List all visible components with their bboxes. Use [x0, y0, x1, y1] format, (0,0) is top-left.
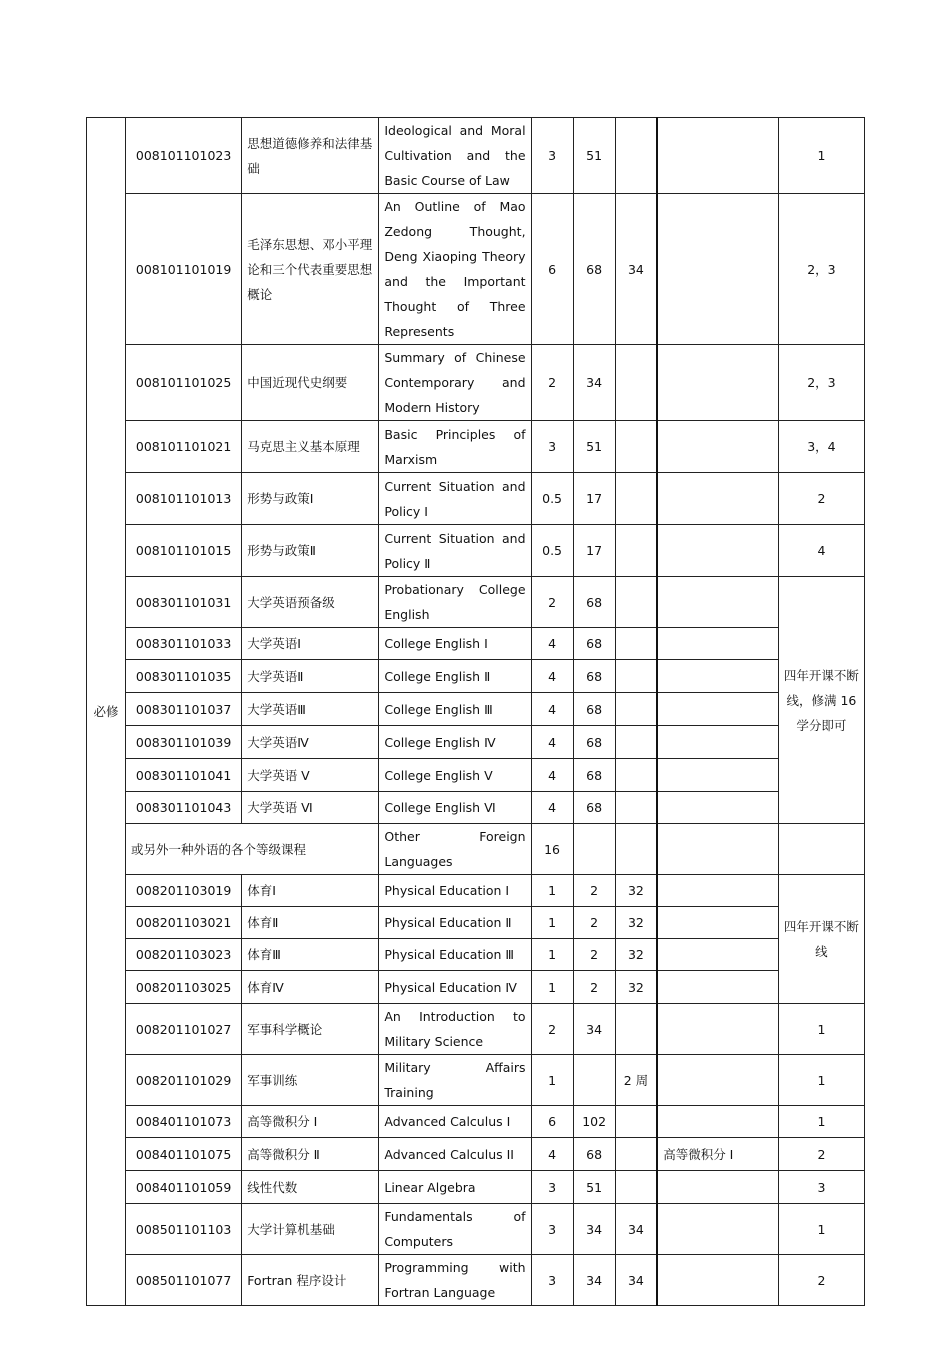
table-row: [87, 577, 865, 628]
course-name-cn: 大学英语Ⅳ: [242, 726, 379, 759]
hours: 2: [573, 907, 615, 939]
hours: [573, 1055, 615, 1106]
extra-hours: [615, 345, 657, 421]
course-name-en: Ideological and Moral Cultivation and the Basic Course of Law: [379, 118, 531, 194]
extra-hours: [615, 759, 657, 792]
extra-hours: [615, 1106, 657, 1138]
hours: 34: [573, 1004, 615, 1055]
table-row: [87, 1204, 865, 1255]
prerequisite: [657, 693, 778, 726]
table-row: [87, 971, 865, 1004]
semester: 2: [778, 1138, 864, 1171]
extra-hours: 34: [615, 1204, 657, 1255]
hours: 17: [573, 525, 615, 577]
credit: 2: [531, 1004, 573, 1055]
course-code: 008201103023: [126, 939, 242, 971]
prerequisite: [657, 118, 778, 194]
extra-hours: [615, 824, 657, 875]
prerequisite: [657, 971, 778, 1004]
credit: 1: [531, 939, 573, 971]
prerequisite: [657, 628, 778, 660]
hours: 68: [573, 726, 615, 759]
course-name-cn: 中国近现代史纲要: [242, 345, 379, 421]
hours: 51: [573, 421, 615, 473]
course-code: 008401101059: [126, 1171, 242, 1204]
prerequisite: [657, 421, 778, 473]
course-code: 008201103021: [126, 907, 242, 939]
course-name-en: Fundamentals of Computers: [379, 1204, 531, 1255]
extra-hours: 32: [615, 907, 657, 939]
semester: 1: [778, 118, 864, 194]
hours: 17: [573, 473, 615, 525]
table-row: [87, 875, 865, 907]
extra-hours: [615, 726, 657, 759]
table-row: [87, 693, 865, 726]
extra-hours: [615, 693, 657, 726]
course-name-cn: 大学英语预备级: [242, 577, 379, 628]
credit: 0.5: [531, 525, 573, 577]
course-name-en: College English Ⅲ: [379, 693, 531, 726]
hours: 51: [573, 1171, 615, 1204]
course-code: 008501101077: [126, 1255, 242, 1306]
course-name-en: Advanced Calculus I: [379, 1106, 531, 1138]
course-name-cn: 或另外一种外语的各个等级课程: [126, 824, 379, 875]
extra-hours: 32: [615, 939, 657, 971]
extra-hours: [615, 525, 657, 577]
credit: 1: [531, 907, 573, 939]
credit: 1: [531, 875, 573, 907]
pe-semester-note: 四年开课不断线: [778, 875, 864, 1004]
semester: 1: [778, 1204, 864, 1255]
hours: 68: [573, 194, 615, 345]
extra-hours: 34: [615, 1255, 657, 1306]
course-code: 008101101025: [126, 345, 242, 421]
prerequisite: [657, 1204, 778, 1255]
credit: 2: [531, 345, 573, 421]
course-name-en: College English Ⅴ: [379, 759, 531, 792]
prerequisite: [657, 194, 778, 345]
course-name-en: College English Ⅱ: [379, 660, 531, 693]
extra-hours: 32: [615, 875, 657, 907]
semester: 3，4: [778, 421, 864, 473]
credit: 1: [531, 1055, 573, 1106]
prerequisite: [657, 726, 778, 759]
prerequisite: [657, 759, 778, 792]
prerequisite: [657, 875, 778, 907]
credit: 3: [531, 1255, 573, 1306]
course-name-cn: 思想道德修养和法律基础: [242, 118, 379, 194]
hours: 68: [573, 792, 615, 824]
hours: 68: [573, 693, 615, 726]
course-code: 008401101075: [126, 1138, 242, 1171]
prerequisite: [657, 939, 778, 971]
extra-hours: 32: [615, 971, 657, 1004]
credit: 4: [531, 628, 573, 660]
prerequisite: [657, 660, 778, 693]
table-row: [87, 118, 865, 194]
course-code: 008401101073: [126, 1106, 242, 1138]
credit: 1: [531, 971, 573, 1004]
prerequisite: [657, 1171, 778, 1204]
table-row: [87, 1106, 865, 1138]
course-name-en: An Outline of Mao Zedong Thought, Deng Xiaoping Theory and the Important Thought of Three Represents: [379, 194, 531, 345]
table-row: [87, 473, 865, 525]
course-table: [86, 117, 865, 1306]
table-row: [87, 1255, 865, 1306]
hours: 34: [573, 1255, 615, 1306]
extra-hours: [615, 628, 657, 660]
course-name-cn: 大学英语 Ⅵ: [242, 792, 379, 824]
credit: 3: [531, 1204, 573, 1255]
hours: 2: [573, 971, 615, 1004]
table-row: [87, 194, 865, 345]
prerequisite: 高等微积分 Ⅰ: [657, 1138, 778, 1171]
course-code: 008201101029: [126, 1055, 242, 1106]
course-name-cn: 大学英语 Ⅴ: [242, 759, 379, 792]
hours: 2: [573, 875, 615, 907]
table-row: [87, 907, 865, 939]
credit: 4: [531, 792, 573, 824]
course-name-cn: 军事科学概论: [242, 1004, 379, 1055]
semester: 4: [778, 525, 864, 577]
course-name-en: Military Affairs Training: [379, 1055, 531, 1106]
credit: 4: [531, 660, 573, 693]
course-name-en: Linear Algebra: [379, 1171, 531, 1204]
credit: 16: [531, 824, 573, 875]
extra-hours: 34: [615, 194, 657, 345]
hours: 51: [573, 118, 615, 194]
course-name-cn: 线性代数: [242, 1171, 379, 1204]
table-row: [87, 1138, 865, 1171]
course-code: 008301101031: [126, 577, 242, 628]
prerequisite: [657, 577, 778, 628]
table-row: [87, 726, 865, 759]
credit: 6: [531, 194, 573, 345]
course-name-cn: 体育Ⅱ: [242, 907, 379, 939]
prerequisite: [657, 1004, 778, 1055]
prerequisite: [657, 1055, 778, 1106]
course-name-en: An Introduction to Military Science: [379, 1004, 531, 1055]
prerequisite: [657, 345, 778, 421]
course-name-cn: 大学计算机基础: [242, 1204, 379, 1255]
table-row: [87, 939, 865, 971]
credit: 2: [531, 577, 573, 628]
extra-hours: [615, 421, 657, 473]
hours: 2: [573, 939, 615, 971]
course-name-en: Current Situation and Policy Ⅱ: [379, 525, 531, 577]
course-code: 008201101027: [126, 1004, 242, 1055]
course-name-en: Advanced Calculus II: [379, 1138, 531, 1171]
hours: [573, 824, 615, 875]
extra-hours: [615, 1171, 657, 1204]
hours: 34: [573, 345, 615, 421]
course-code: 008201103019: [126, 875, 242, 907]
credit: 0.5: [531, 473, 573, 525]
credit: 3: [531, 421, 573, 473]
course-name-cn: 大学英语Ⅱ: [242, 660, 379, 693]
table-row: [87, 1004, 865, 1055]
course-name-cn: 大学英语Ⅲ: [242, 693, 379, 726]
course-name-en: Physical Education Ⅰ: [379, 875, 531, 907]
course-name-en: Programming with Fortran Language: [379, 1255, 531, 1306]
course-name-cn: 毛泽东思想、邓小平理论和三个代表重要思想概论: [242, 194, 379, 345]
course-name-en: Summary of Chinese Contemporary and Modern History: [379, 345, 531, 421]
extra-hours: [615, 118, 657, 194]
credit: 3: [531, 1171, 573, 1204]
table-row: [87, 421, 865, 473]
semester: 1: [778, 1004, 864, 1055]
hours: 102: [573, 1106, 615, 1138]
semester: [778, 824, 864, 875]
hours: 68: [573, 1138, 615, 1171]
table-row: [87, 1055, 865, 1106]
course-name-cn: Fortran 程序设计: [242, 1255, 379, 1306]
course-name-cn: 马克思主义基本原理: [242, 421, 379, 473]
course-name-cn: 形势与政策Ⅰ: [242, 473, 379, 525]
prerequisite: [657, 824, 778, 875]
course-name-en: Current Situation and Policy Ⅰ: [379, 473, 531, 525]
course-name-cn: 形势与政策Ⅱ: [242, 525, 379, 577]
course-code: 008101101015: [126, 525, 242, 577]
credit: 4: [531, 1138, 573, 1171]
table-row: [87, 345, 865, 421]
table-row: [87, 660, 865, 693]
course-name-en: College English Ⅵ: [379, 792, 531, 824]
course-code: 008301101039: [126, 726, 242, 759]
category-cell: 必修: [87, 118, 126, 1306]
extra-hours: [615, 792, 657, 824]
course-name-cn: 体育Ⅳ: [242, 971, 379, 1004]
credit: 3: [531, 118, 573, 194]
extra-hours: [615, 1138, 657, 1171]
hours: 34: [573, 1204, 615, 1255]
course-code: 008301101041: [126, 759, 242, 792]
course-code: 008201103025: [126, 971, 242, 1004]
course-code: 008101101021: [126, 421, 242, 473]
extra-hours: [615, 1004, 657, 1055]
english-semester-note: 四年开课不断线，修满 16 学分即可: [778, 577, 864, 824]
prerequisite: [657, 1255, 778, 1306]
course-code: 008101101019: [126, 194, 242, 345]
course-code: 008101101013: [126, 473, 242, 525]
course-code: 008301101035: [126, 660, 242, 693]
hours: 68: [573, 628, 615, 660]
extra-hours: [615, 473, 657, 525]
extra-hours: 2 周: [615, 1055, 657, 1106]
course-code: 008301101043: [126, 792, 242, 824]
course-name-cn: 军事训练: [242, 1055, 379, 1106]
course-name-cn: 体育Ⅲ: [242, 939, 379, 971]
prerequisite: [657, 792, 778, 824]
credit: 4: [531, 693, 573, 726]
course-name-en: Physical Education Ⅱ: [379, 907, 531, 939]
prerequisite: [657, 473, 778, 525]
hours: 68: [573, 759, 615, 792]
course-name-en: Physical Education Ⅲ: [379, 939, 531, 971]
course-name-en: College English Ⅳ: [379, 726, 531, 759]
semester: 2，3: [778, 194, 864, 345]
course-name-cn: 体育Ⅰ: [242, 875, 379, 907]
semester: 2: [778, 473, 864, 525]
prerequisite: [657, 525, 778, 577]
course-name-cn: 大学英语Ⅰ: [242, 628, 379, 660]
course-name-cn: 高等微积分 Ⅰ: [242, 1106, 379, 1138]
hours: 68: [573, 577, 615, 628]
table-row: [87, 525, 865, 577]
extra-hours: [615, 577, 657, 628]
credit: 6: [531, 1106, 573, 1138]
semester: 2: [778, 1255, 864, 1306]
course-name-en: Physical Education Ⅳ: [379, 971, 531, 1004]
course-code: 008301101037: [126, 693, 242, 726]
table-row: [87, 824, 865, 875]
extra-hours: [615, 660, 657, 693]
semester: 1: [778, 1055, 864, 1106]
course-name-en: College English Ⅰ: [379, 628, 531, 660]
credit: 4: [531, 759, 573, 792]
semester: 2，3: [778, 345, 864, 421]
semester: 1: [778, 1106, 864, 1138]
course-name-cn: 高等微积分 Ⅱ: [242, 1138, 379, 1171]
course-code: 008101101023: [126, 118, 242, 194]
course-name-en: Basic Principles of Marxism: [379, 421, 531, 473]
table-row: [87, 759, 865, 792]
table-row: [87, 792, 865, 824]
prerequisite: [657, 1106, 778, 1138]
hours: 68: [573, 660, 615, 693]
credit: 4: [531, 726, 573, 759]
course-code: 008301101033: [126, 628, 242, 660]
course-name-en: Probationary College English: [379, 577, 531, 628]
table-row: [87, 628, 865, 660]
prerequisite: [657, 907, 778, 939]
course-name-en: Other Foreign Languages: [379, 824, 531, 875]
semester: 3: [778, 1171, 864, 1204]
table-row: [87, 1171, 865, 1204]
course-code: 008501101103: [126, 1204, 242, 1255]
